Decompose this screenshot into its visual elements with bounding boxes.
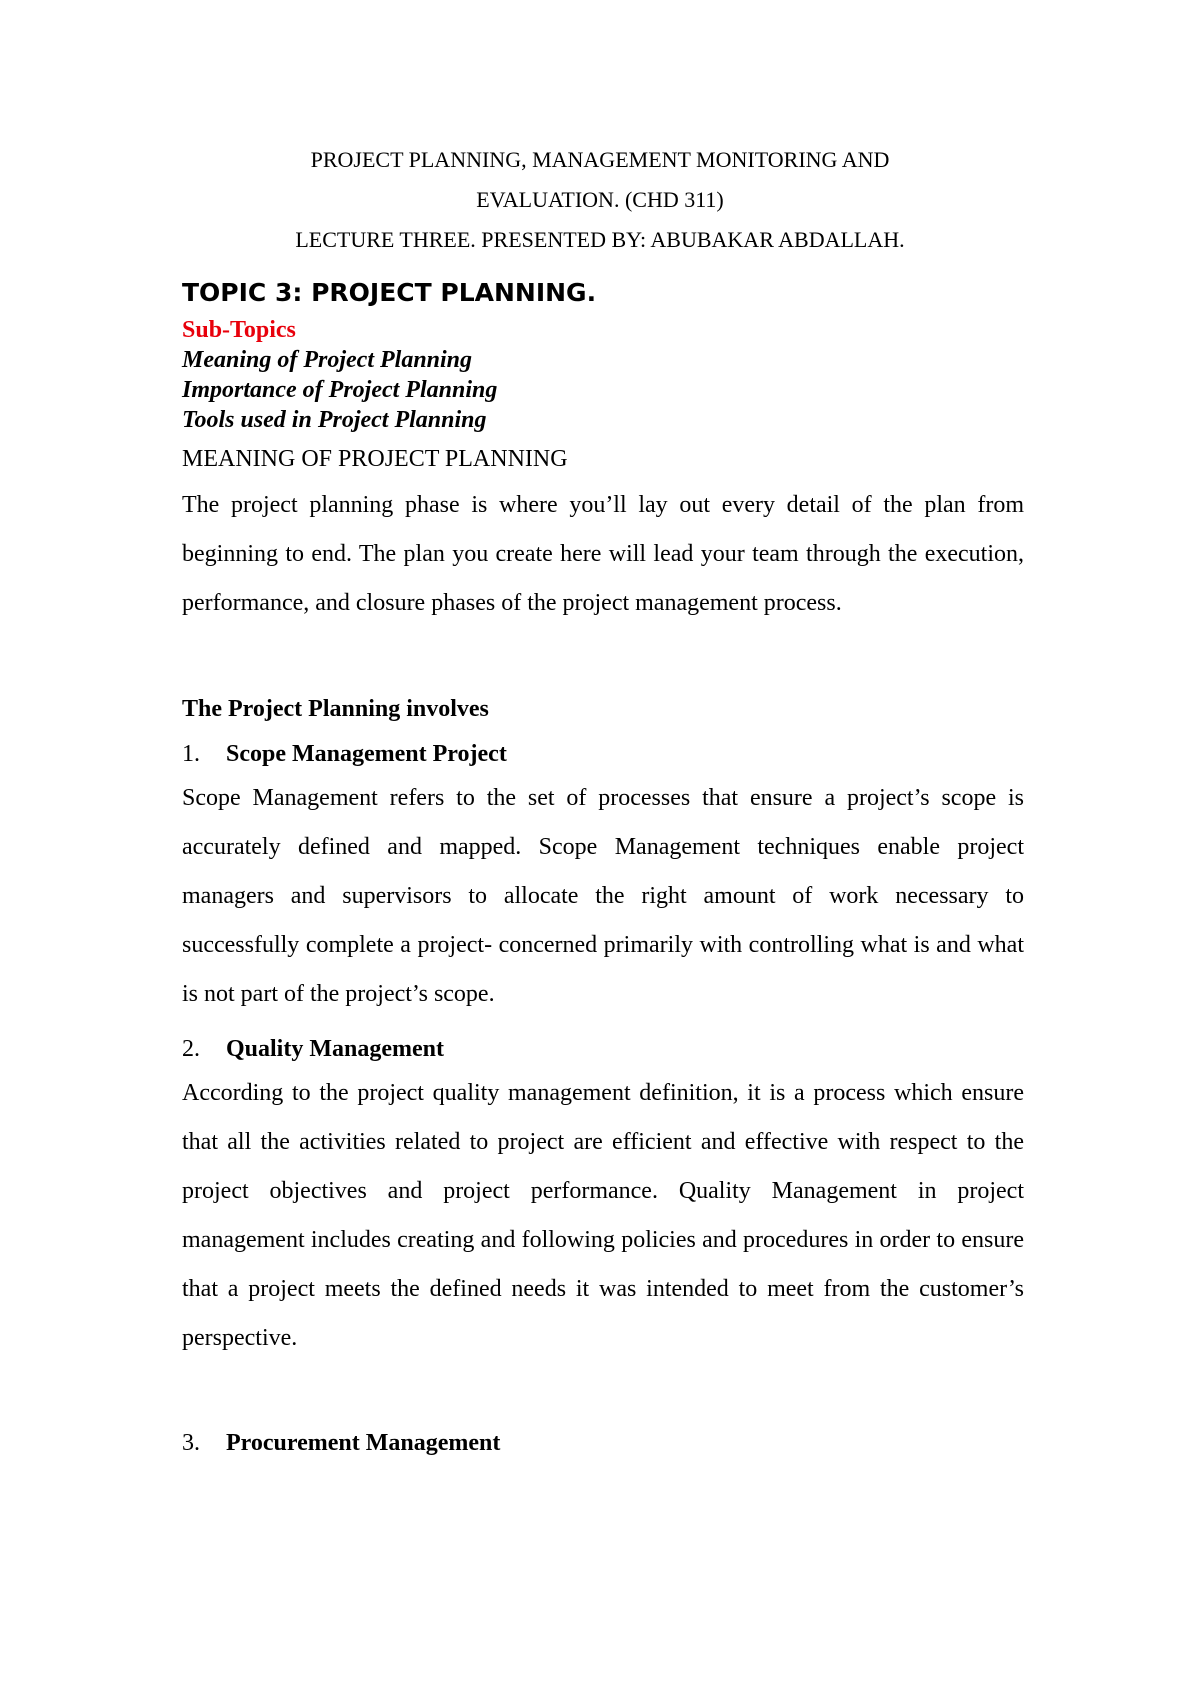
section-heading-meaning: MEANING OF PROJECT PLANNING <box>182 446 568 472</box>
course-title-line-1: PROJECT PLANNING, MANAGEMENT MONITORING AND <box>310 147 890 172</box>
list-number: 3. <box>182 1430 200 1456</box>
subtopic-item: Importance of Project Planning <box>182 377 498 403</box>
meaning-paragraph: The project planning phase is where you’ll lay out every detail of the plan from beginning to end. The plan you create here will lead your team through the execution, performance, and closure phases of the project management process. <box>182 492 1024 616</box>
list-item-paragraph: Scope Management refers to the set of processes that ensure a project’s scope is accurately defined and mapped. Scope Management techniques enable project managers and supervisors to allocate the right amount of work necessary to successfully complete a project- concerned primarily with controlling what is and what is not part of the project’s scope. <box>182 785 1024 1007</box>
list-item-title: Procurement Management <box>226 1430 501 1456</box>
topic-title: TOPIC 3: PROJECT PLANNING. <box>182 278 597 307</box>
subtopics-label: Sub-Topics <box>182 317 296 343</box>
list-item-paragraph: According to the project quality management definition, it is a process which ensure that all the activities related to project are efficient and effective with respect to the project objectives and project performance. Quality Management in project management includes creating and following policies and procedures in order to ensure that a project meets the defined needs it was intended to meet from the customer’s perspective. <box>182 1080 1024 1351</box>
list-number: 2. <box>182 1036 200 1062</box>
subtopic-item: Meaning of Project Planning <box>182 347 473 373</box>
subtopic-item: Tools used in Project Planning <box>182 407 487 433</box>
involves-heading: The Project Planning involves <box>182 696 489 722</box>
list-item-title: Quality Management <box>226 1036 444 1062</box>
list-item-title: Scope Management Project <box>226 741 507 767</box>
lecture-presenter-line: LECTURE THREE. PRESENTED BY: ABUBAKAR ABDALLAH. <box>295 227 905 252</box>
list-number: 1. <box>182 741 200 767</box>
course-title-line-2: EVALUATION. (CHD 311) <box>476 187 724 212</box>
